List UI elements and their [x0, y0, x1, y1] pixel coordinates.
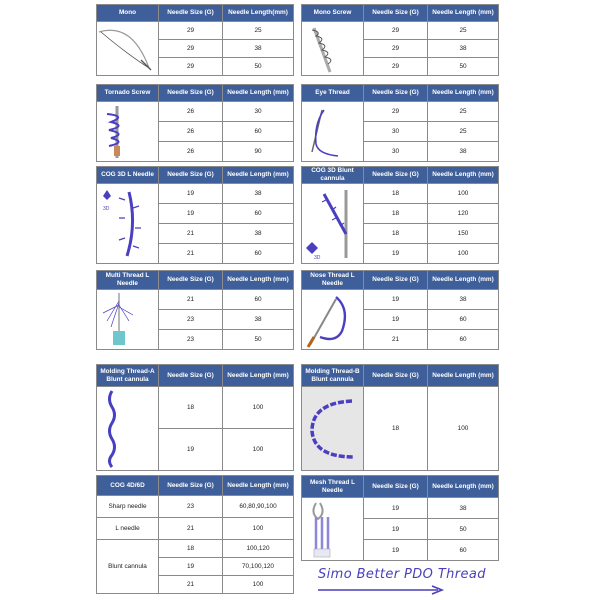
length-cell: 100 — [223, 518, 294, 540]
table-cog-3d-blunt-cannula — [301, 166, 499, 264]
size-cell: 19 — [159, 184, 223, 204]
table-mesh-thread — [301, 475, 499, 561]
size-cell: 21 — [159, 290, 223, 310]
length-cell: 100 — [223, 387, 294, 429]
needle-size-header: Needle Size (G) — [159, 85, 223, 102]
size-cell: 29 — [159, 22, 223, 40]
mono-screw-image — [302, 22, 364, 76]
size-cell: 19 — [364, 244, 428, 264]
type-cell: Blunt cannula — [97, 540, 159, 594]
needle-size-header: Needle Size (G) — [159, 365, 223, 387]
product-name: Tornado Screw — [97, 85, 159, 102]
length-cell: 120 — [428, 204, 499, 224]
product-name: Molding Thread-B Blunt cannula — [302, 365, 364, 387]
size-cell: 19 — [364, 519, 428, 540]
needle-length-header: Needle Length(mm) — [223, 5, 294, 22]
size-cell: 19 — [159, 558, 223, 576]
size-cell: 18 — [364, 224, 428, 244]
table-nose-thread — [301, 270, 499, 350]
product-name: COG 3D Blunt cannula — [302, 167, 364, 184]
size-cell: 29 — [159, 58, 223, 76]
length-cell: 90 — [223, 142, 294, 162]
product-name: COG 3D L Needle — [97, 167, 159, 184]
table-mono-screw — [301, 4, 499, 76]
length-cell: 100,120 — [223, 540, 294, 558]
nose-thread-image — [302, 290, 364, 350]
size-cell: 26 — [159, 122, 223, 142]
size-cell: 23 — [159, 330, 223, 350]
needle-length-header: Needle Length (mm) — [428, 5, 499, 22]
size-cell: 29 — [364, 102, 428, 122]
size-cell: 19 — [159, 429, 223, 471]
length-cell: 25 — [223, 22, 294, 40]
needle-size-header: Needle Size (G) — [364, 476, 428, 498]
size-cell: 29 — [364, 40, 428, 58]
length-cell: 38 — [223, 224, 294, 244]
length-cell: 60 — [223, 244, 294, 264]
length-cell: 100 — [428, 184, 499, 204]
needle-size-header: Needle Size (G) — [364, 271, 428, 290]
needle-length-header: Needle Length (mm) — [428, 271, 499, 290]
type-cell: Sharp needle — [97, 496, 159, 518]
size-cell: 19 — [364, 310, 428, 330]
length-cell: 70,100,120 — [223, 558, 294, 576]
length-cell: 60 — [223, 122, 294, 142]
table-molding-thread-b — [301, 364, 499, 471]
table-cog-4d-6d — [96, 475, 294, 594]
size-cell: 21 — [159, 576, 223, 594]
length-cell: 100 — [223, 429, 294, 471]
length-cell: 150 — [428, 224, 499, 244]
size-cell: 19 — [159, 204, 223, 224]
length-cell: 60,80,90,100 — [223, 496, 294, 518]
length-cell: 38 — [223, 40, 294, 58]
product-name: Molding Thread-A Blunt cannula — [97, 365, 159, 387]
cog-3d-blunt-image — [302, 184, 364, 264]
needle-size-header: Needle Size (G) — [159, 5, 223, 22]
length-cell: 25 — [428, 102, 499, 122]
table-tornado-screw — [96, 84, 294, 162]
size-cell: 23 — [159, 310, 223, 330]
needle-length-header: Needle Length (mm) — [428, 85, 499, 102]
multi-thread-image — [97, 290, 159, 350]
size-cell: 18 — [364, 387, 428, 471]
size-cell: 29 — [364, 58, 428, 76]
molding-b-image — [302, 387, 364, 471]
length-cell: 100 — [428, 244, 499, 264]
eye-thread-image — [302, 102, 364, 162]
length-cell: 25 — [428, 122, 499, 142]
needle-length-header: Needle Length (mm) — [223, 85, 294, 102]
length-cell: 38 — [428, 498, 499, 519]
needle-size-header: Needle Size (G) — [364, 5, 428, 22]
length-cell: 60 — [428, 310, 499, 330]
product-name: Mono Screw — [302, 5, 364, 22]
length-cell: 25 — [428, 22, 499, 40]
cog-3d-l-image — [97, 184, 159, 264]
table-multi-thread — [96, 270, 294, 350]
molding-a-image — [97, 387, 159, 471]
length-cell: 38 — [223, 310, 294, 330]
product-name: Nose Thread L Needle — [302, 271, 364, 290]
size-cell: 19 — [364, 498, 428, 519]
length-cell: 38 — [428, 142, 499, 162]
size-cell: 18 — [364, 184, 428, 204]
size-cell: 26 — [159, 142, 223, 162]
product-name: COG 4D/6D — [97, 476, 159, 496]
size-cell: 18 — [159, 540, 223, 558]
length-cell: 38 — [428, 290, 499, 310]
type-cell: L needle — [97, 518, 159, 540]
length-cell: 60 — [428, 540, 499, 561]
badge-3d: 3D — [314, 254, 321, 261]
table-cog-3d-l-needle — [96, 166, 294, 264]
length-cell: 100 — [428, 387, 499, 471]
needle-size-header: Needle Size (G) — [159, 476, 223, 496]
size-cell: 21 — [364, 330, 428, 350]
length-cell: 38 — [428, 40, 499, 58]
brand-slogan: Simo Better PDO Thread — [318, 567, 486, 582]
needle-length-header: Needle Length (mm) — [428, 167, 499, 184]
length-cell: 50 — [428, 519, 499, 540]
size-cell: 18 — [364, 204, 428, 224]
size-cell: 26 — [159, 102, 223, 122]
needle-length-header: Needle Length (mm) — [223, 271, 294, 290]
length-cell: 50 — [428, 58, 499, 76]
length-cell: 100 — [223, 576, 294, 594]
length-cell: 38 — [223, 184, 294, 204]
needle-length-header: Needle Length (mm) — [428, 365, 499, 387]
needle-length-header: Needle Length (mm) — [428, 476, 499, 498]
size-cell: 21 — [159, 244, 223, 264]
size-cell: 21 — [159, 224, 223, 244]
size-cell: 19 — [364, 290, 428, 310]
product-name: Eye Thread — [302, 85, 364, 102]
mesh-thread-image — [302, 498, 364, 561]
length-cell: 60 — [223, 204, 294, 224]
size-cell: 29 — [159, 40, 223, 58]
product-name: Mesh Thread L Needle — [302, 476, 364, 498]
needle-length-header: Needle Length (mm) — [223, 476, 294, 496]
needle-size-header: Needle Size (G) — [159, 167, 223, 184]
needle-size-header: Needle Size (G) — [364, 167, 428, 184]
needle-size-header: Needle Size (G) — [159, 271, 223, 290]
table-eye-thread — [301, 84, 499, 162]
needle-length-header: Needle Length (mm) — [223, 365, 294, 387]
size-cell: 29 — [364, 22, 428, 40]
length-cell: 30 — [223, 102, 294, 122]
length-cell: 60 — [223, 290, 294, 310]
table-molding-thread-a — [96, 364, 294, 471]
product-name: Mono — [97, 5, 159, 22]
tornado-screw-image — [97, 102, 159, 162]
size-cell: 19 — [364, 540, 428, 561]
length-cell: 50 — [223, 58, 294, 76]
arrow-right-icon — [318, 585, 446, 595]
table-mono — [96, 4, 294, 76]
size-cell: 30 — [364, 122, 428, 142]
mono-thread-image — [97, 22, 159, 76]
length-cell: 60 — [428, 330, 499, 350]
size-cell: 21 — [159, 518, 223, 540]
size-cell: 30 — [364, 142, 428, 162]
needle-size-header: Needle Size (G) — [364, 365, 428, 387]
needle-length-header: Needle Length (mm) — [223, 167, 294, 184]
size-cell: 23 — [159, 496, 223, 518]
badge-3d: 3D — [103, 205, 110, 212]
product-name: Multi Thread L Needle — [97, 271, 159, 290]
needle-size-header: Needle Size (G) — [364, 85, 428, 102]
length-cell: 50 — [223, 330, 294, 350]
size-cell: 18 — [159, 387, 223, 429]
